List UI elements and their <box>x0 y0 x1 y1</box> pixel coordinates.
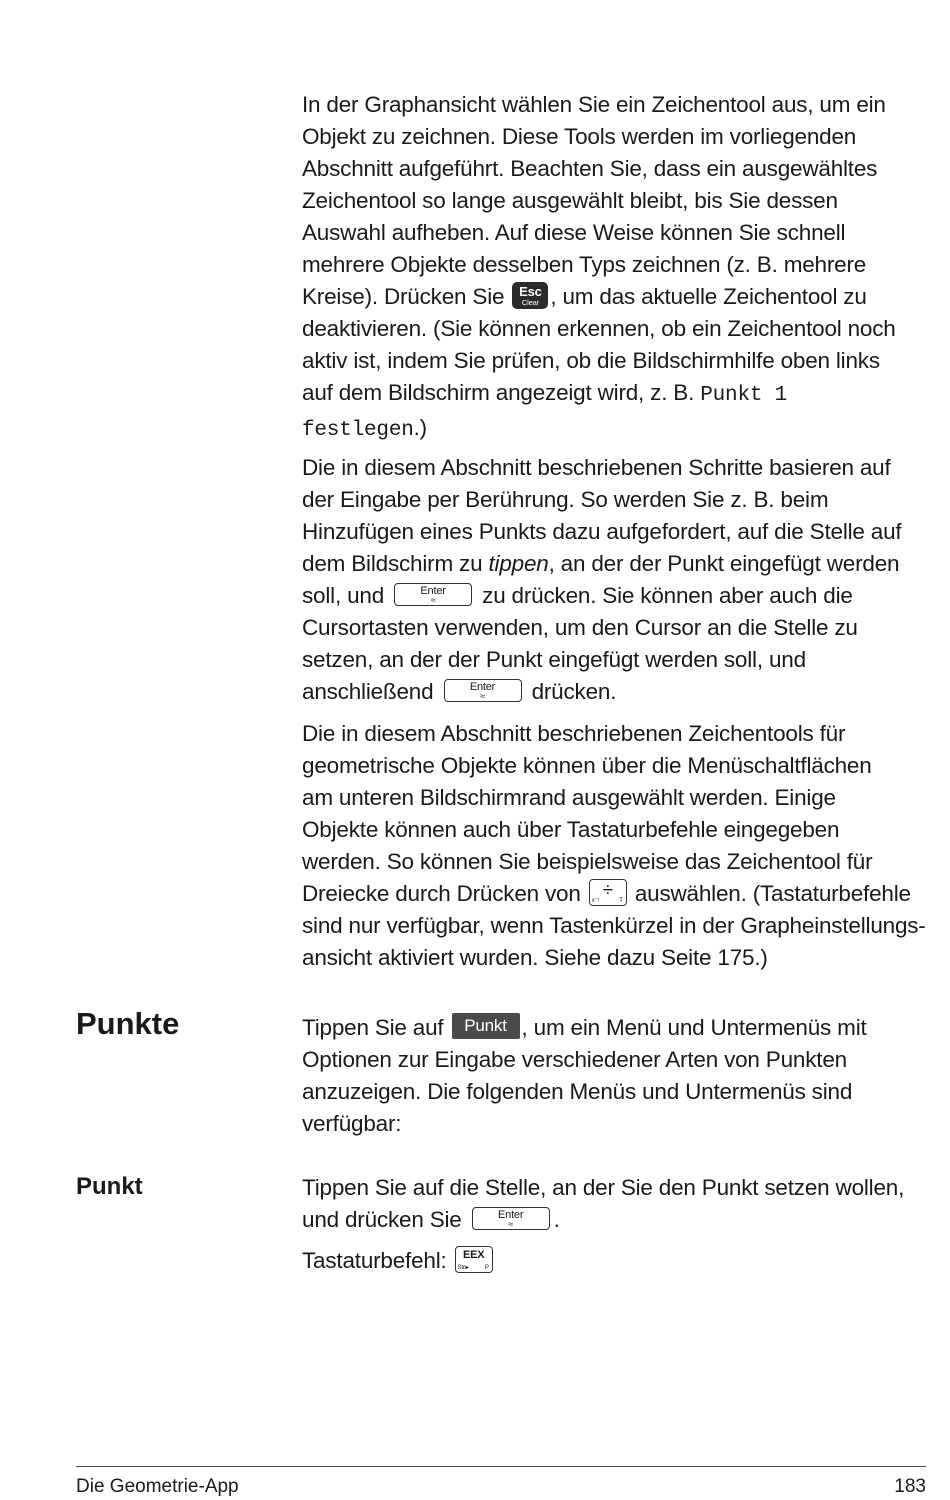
eex-key-label: EEX <box>462 1248 485 1261</box>
shortcut-label: Tastaturbefehl: <box>302 1248 447 1273</box>
text-fragment: soll, und <box>302 583 385 608</box>
enter-key-label: Enter <box>469 680 496 693</box>
divide-key-sublabel-right: T <box>619 897 623 904</box>
eex-key-sublabel-right: P <box>484 1264 489 1271</box>
text-line: Abschnitt aufgeführt. Beachten Sie, dass ein ausgewähltes <box>302 156 878 181</box>
text-line <box>302 878 932 910</box>
code-prompt: Punkt 1 <box>700 384 788 407</box>
enter-key-sublabel: ≈ <box>480 690 485 701</box>
text-line <box>302 676 932 708</box>
text-line <box>302 580 932 612</box>
divide-key-icon <box>589 879 627 906</box>
text-line <box>302 1245 932 1277</box>
enter-key-sublabel: ≈ <box>508 1218 514 1229</box>
paragraph-punkt <box>302 1172 932 1236</box>
text-fragment: drücken. <box>531 679 617 704</box>
text-fragment: auf dem Bildschirm angezeigt wird, z. B. <box>302 380 695 405</box>
enter-key-sublabel: ≈ <box>430 594 436 605</box>
esc-key-label: Esc <box>519 283 542 299</box>
code-prompt: festlegen <box>302 419 414 442</box>
text-line: Zeichentool so lange ausgewählt bleibt, bis Sie dessen <box>302 188 838 213</box>
text-fragment: , um das aktuelle Zeichentool zu <box>550 284 867 309</box>
text-line <box>302 1204 932 1236</box>
text-line: anzuzeigen. Die folgenden Menüs und Untermenüs sind <box>302 1079 853 1104</box>
text-line: Die in diesem Abschnitt beschriebenen Schritte basieren auf <box>302 455 891 480</box>
text-line <box>302 1012 932 1044</box>
text-line <box>302 281 932 313</box>
text-line: Hinzufügen eines Punkts dazu aufgefordert, auf die Stelle auf <box>302 519 902 544</box>
divide-key-label: ÷ <box>602 879 613 901</box>
text-line: geometrische Objekte können über die Menüschaltflächen <box>302 753 872 778</box>
text-line: setzen, an der der Punkt eingefügt werden soll, und <box>302 647 806 672</box>
eex-key-sublabel-left: Sto▸ <box>457 1264 469 1271</box>
subsection-heading-punkt: Punkt <box>76 1173 143 1200</box>
shortcut-line <box>302 1245 932 1277</box>
text-line: Objekt zu zeichnen. Diese Tools werden im vorliegenden <box>302 124 857 149</box>
text-line: Auswahl aufheben. Auf diese Weise können Sie schnell <box>302 220 846 245</box>
text-fragment: Kreise). Drücken Sie <box>302 284 505 309</box>
text-fragment: , um ein Menü und Untermenüs mit <box>521 1015 867 1040</box>
text-fragment: und drücken Sie <box>302 1207 462 1232</box>
text-line: In der Graphansicht wählen Sie ein Zeichentool aus, um ein <box>302 92 886 117</box>
emphasis-text: tippen <box>488 551 549 576</box>
esc-key-icon <box>512 282 548 309</box>
text-fragment: Tippen Sie auf <box>302 1015 444 1040</box>
paragraph-punkte <box>302 1012 932 1140</box>
text-line: Optionen zur Eingabe verschiedener Arten von Punkten <box>302 1047 847 1072</box>
footer-divider <box>76 1466 926 1467</box>
enter-key-label: Enter <box>498 1208 524 1221</box>
text-line: Cursortasten verwenden, um den Cursor an die Stelle zu <box>302 615 858 640</box>
text-line: Die in diesem Abschnitt beschriebenen Zeichentools für <box>302 721 846 746</box>
text-line: aktiv ist, indem Sie prüfen, ob die Bildschirmhilfe oben links <box>302 348 880 373</box>
page-number: 183 <box>894 1476 926 1497</box>
text-line: am unteren Bildschirmrand ausgewählt werden. Einige <box>302 785 836 810</box>
eex-key-icon <box>455 1246 493 1273</box>
text-line: der Eingabe per Berührung. So werden Sie z. B. beim <box>302 487 829 512</box>
text-fragment: , an der der Punkt eingefügt werden <box>548 551 900 576</box>
text-line: mehrere Objekte desselben Typs zeichnen (z. B. mehrere <box>302 252 867 277</box>
section-heading-punkte: Punkte <box>76 1006 180 1041</box>
text-fragment: dem Bildschirm zu <box>302 551 483 576</box>
text-line: verfügbar: <box>302 1111 402 1136</box>
footer-title: Die Geometrie-App <box>76 1476 239 1497</box>
text-fragment: auswählen. (Tastaturbefehle <box>634 881 911 906</box>
enter-key-icon <box>394 583 472 606</box>
text-fragment: .) <box>413 415 427 440</box>
paragraph-drawing-tools <box>302 718 932 974</box>
text-line <box>302 377 932 412</box>
text-line: werden. So können Sie beispielsweise das Zeichentool für <box>302 849 873 874</box>
paragraph-intro <box>302 89 932 447</box>
text-line: sind nur verfügbar, wenn Tastenkürzel in der Grapheinstellungs- <box>302 913 926 938</box>
text-line <box>302 412 932 447</box>
text-fragment: . <box>553 1207 560 1232</box>
text-line: ansicht aktiviert wurden. Siehe dazu Seite 175.) <box>302 945 768 970</box>
text-fragment: zu drücken. Sie können aber auch die <box>482 583 853 608</box>
punkt-softkey-button: Punkt <box>452 1013 520 1039</box>
text-line: Objekte können auch über Tastaturbefehle eingegeben <box>302 817 840 842</box>
enter-key-label: Enter <box>420 584 446 597</box>
text-line: Tippen Sie auf die Stelle, an der Sie den Punkt setzen wollen, <box>302 1175 905 1200</box>
text-line: deaktivieren. (Sie können erkennen, ob ein Zeichentool noch <box>302 316 896 341</box>
enter-key-icon <box>472 1207 550 1230</box>
paragraph-touch-input <box>302 452 932 708</box>
text-fragment: anschließend <box>302 679 434 704</box>
text-fragment: Dreiecke durch Drücken von <box>302 881 581 906</box>
enter-key-icon <box>444 679 522 702</box>
divide-key-sublabel-left: x⁻¹ <box>591 897 600 904</box>
esc-key-sublabel: Clear <box>521 297 539 307</box>
text-line <box>302 548 932 580</box>
